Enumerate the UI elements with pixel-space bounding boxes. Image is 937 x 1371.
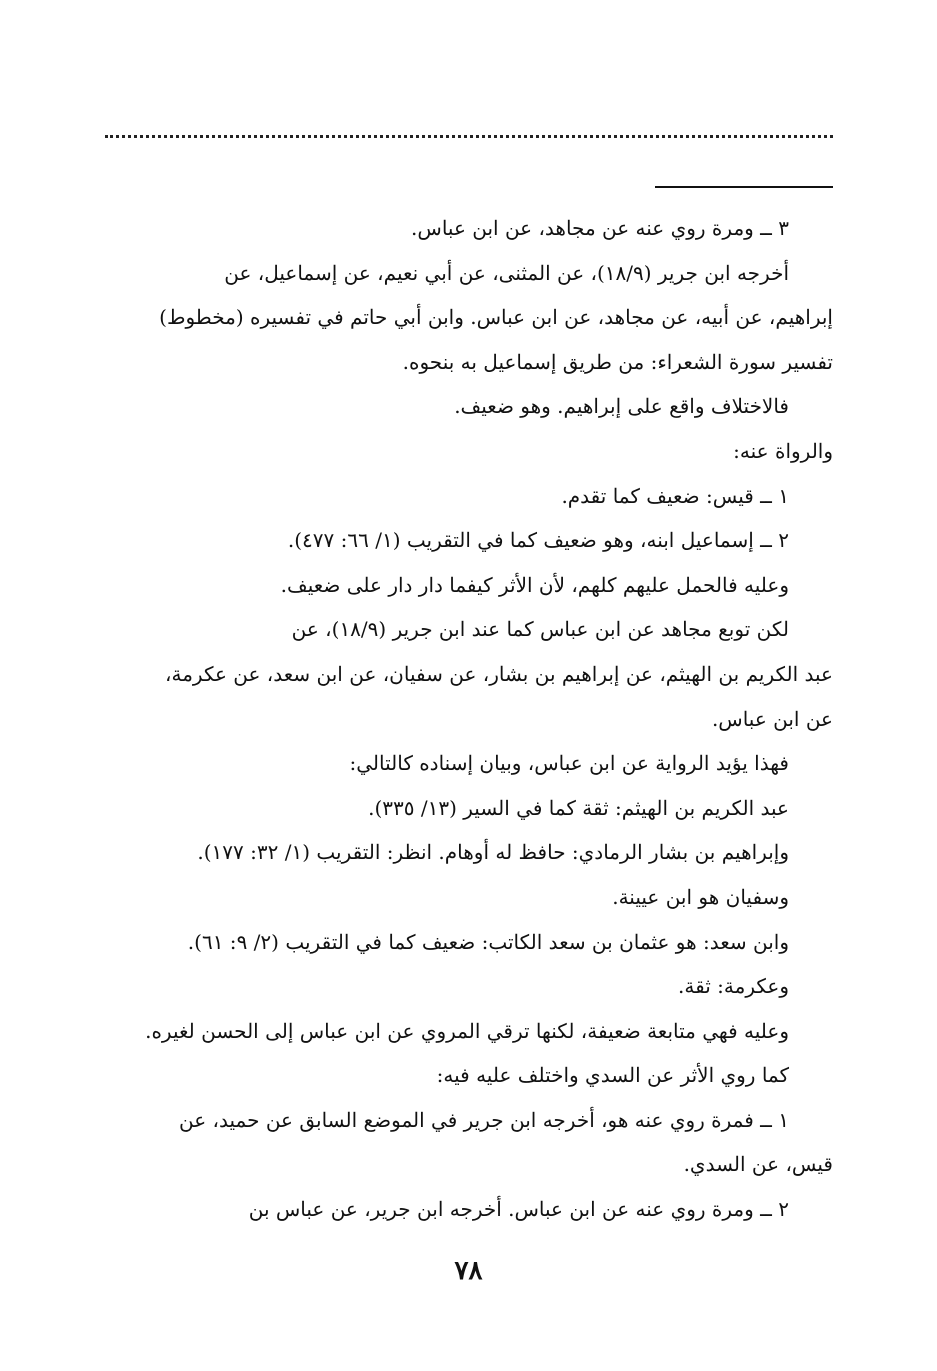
text-line: أخرجه ابن جرير (١٨/٩)، عن المثنى، عن أبي نعيم، عن إسماعيل، عن xyxy=(224,260,789,285)
text-line: ٢ ــ إسماعيل ابنه، وهو ضعيف كما في التقريب (١/ ٦٦: ٤٧٧). xyxy=(287,528,789,553)
text-line: عبد الكريم بن الهيثم، عن إبراهيم بن بشار، عن سفيان، عن ابن سعد، عن عكرمة، xyxy=(165,661,833,686)
footnote-rule xyxy=(655,186,833,188)
text-line: كما روي الأثر عن السدي واختلف عليه فيه: xyxy=(436,1063,789,1088)
text-line: وإبراهيم بن بشار الرمادي: حافظ له أوهام. انظر: التقريب (١/ ٣٢: ١٧٧). xyxy=(197,840,789,865)
text-line: ١ ــ فمرة روي عنه هو، أخرجه ابن جرير في الموضع السابق عن حميد، عن xyxy=(179,1107,789,1132)
text-line: إبراهيم، عن أبيه، عن مجاهد، عن ابن عباس. وابن أبي حاتم في تفسيره (مخطوط) xyxy=(159,305,833,330)
text-line: فالاختلاف واقع على إبراهيم. وهو ضعيف. xyxy=(454,394,789,419)
text-line: ٣ ــ ومرة روي عنه عن مجاهد، عن ابن عباس. xyxy=(411,216,789,240)
text-line: ١ ــ قيس: ضعيف كما تقدم. xyxy=(561,483,789,508)
text-line: عن ابن عباس. xyxy=(711,706,833,731)
dotted-separator xyxy=(105,118,833,138)
text-line: فهذا يؤيد الرواية عن ابن عباس، وبيان إسناده كالتالي: xyxy=(349,751,789,776)
text-line: وعكرمة: ثقة. xyxy=(678,974,789,999)
text-line: لكن توبع مجاهد عن ابن عباس كما عند ابن جرير (١٨/٩)، عن xyxy=(291,617,789,642)
text-line: ٢ ــ ومرة روي عنه عن ابن عباس. أخرجه ابن جرير، عن عباس بن xyxy=(248,1197,789,1222)
text-line: وعليه فهي متابعة ضعيفة، لكنها ترقي المروي عن ابن عباس إلى الحسن لغيره. xyxy=(145,1018,789,1043)
text-line: والرواة عنه: xyxy=(733,438,833,463)
footnote-body xyxy=(100,206,833,1232)
text-line: وسفيان هو ابن عيينة. xyxy=(612,884,789,909)
text-line: تفسير سورة الشعراء: من طريق إسماعيل به بنحوه. xyxy=(402,349,833,374)
text-line: وابن سعد: هو عثمان بن سعد الكاتب: ضعيف كما في التقريب (٢/ ٩: ٦١). xyxy=(187,929,789,954)
text-line: وعليه فالحمل عليهم كلهم، لأن الأثر كيفما دار دار على ضعيف. xyxy=(280,572,789,597)
text-line: قيس، عن السدي. xyxy=(683,1152,833,1177)
text-line: عبد الكريم بن الهيثم: ثقة كما في السير (١٣/ ٣٣٥). xyxy=(368,795,789,820)
page-number: ٧٨ xyxy=(454,1256,483,1286)
